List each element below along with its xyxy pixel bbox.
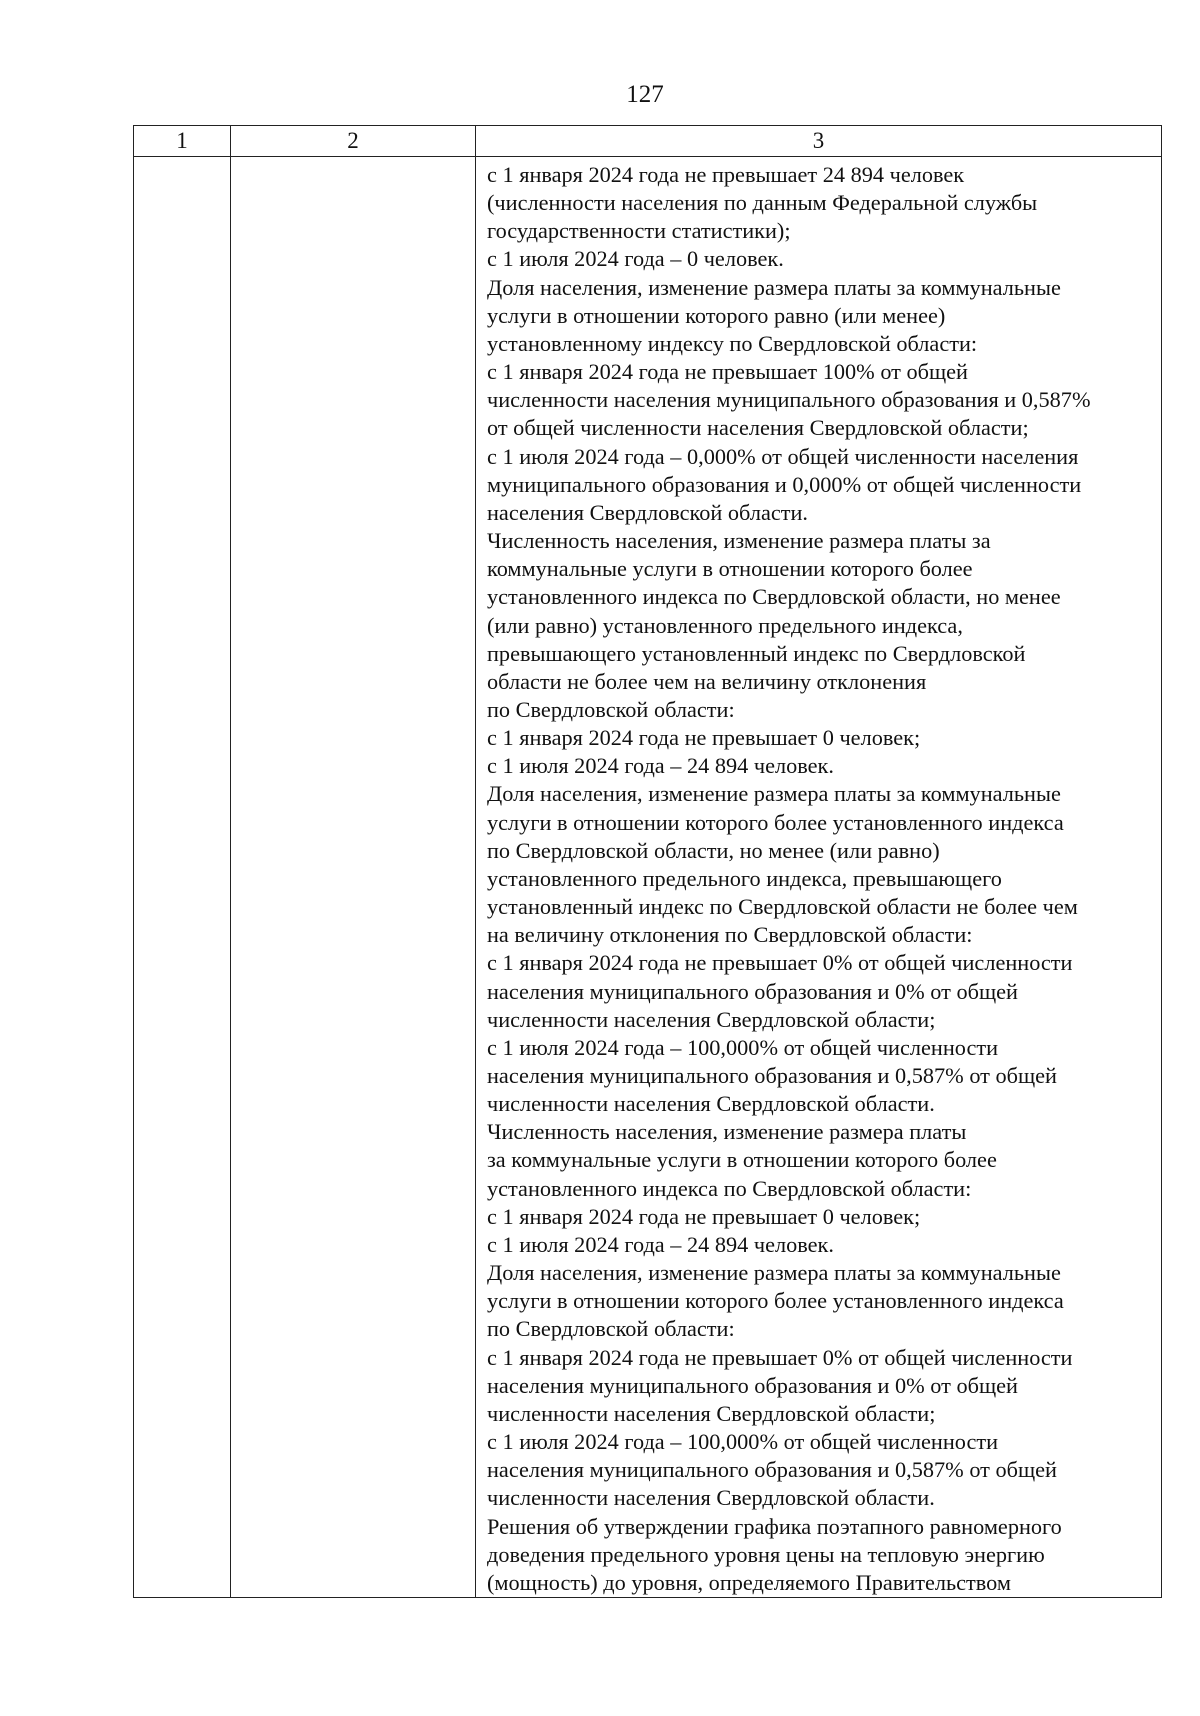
text-line: коммунальные услуги в отношении которого более [487, 556, 973, 582]
text-line: с 1 июля 2024 года – 0 человек. [487, 246, 784, 272]
table-row [134, 157, 1162, 1598]
text-line: населения муниципального образования и 0% от общей [487, 1372, 1018, 1398]
text-line: с 1 января 2024 года не превышает 0% от общей численности [487, 1344, 1073, 1370]
text-line: услуги в отношении которого более установленного индекса [487, 809, 1064, 835]
table-header-row [134, 126, 1162, 157]
text-line: (мощность) до уровня, определяемого Правительством [487, 1569, 1011, 1595]
text-line: с 1 января 2024 года не превышает 100% от общей [487, 359, 968, 385]
text-line: установленному индексу по Свердловской области: [487, 330, 978, 356]
text-line: Доля населения, изменение размера платы за коммунальные [487, 781, 1061, 807]
column-header-3: 3 [476, 126, 1162, 157]
text-line: (численности населения по данным Федеральной службы [487, 190, 1038, 216]
text-line: с 1 января 2024 года не превышает 0 человек; [487, 725, 921, 751]
text-line: по Свердловской области: [487, 1316, 735, 1342]
text-line: по Свердловской области, но менее (или равно) [487, 837, 940, 863]
text-line: муниципального образования и 0,000% от общей численности [487, 471, 1082, 497]
page-number: 127 [626, 81, 664, 108]
text-line: численности населения Свердловской области; [487, 1400, 936, 1426]
text-line: численности населения Свердловской области. [487, 1485, 935, 1511]
table-cell-col2 [231, 157, 476, 1598]
text-line: с 1 января 2024 года не превышает 24 894 человек [487, 162, 965, 187]
text-line: установленного предельного индекса, превышающего [487, 865, 1002, 891]
text-line: Доля населения, изменение размера платы за коммунальные [487, 274, 1061, 300]
text-line: Численность населения, изменение размера платы за [487, 528, 991, 554]
text-line: доведения предельного уровня цены на тепловую энергию [487, 1541, 1045, 1567]
text-line: численности населения муниципального образования и 0,587% [487, 387, 1091, 413]
text-line: установленный индекс по Свердловской области не более чем [487, 894, 1078, 920]
text-line: с 1 июля 2024 года – 24 894 человек. [487, 1231, 834, 1257]
text-line: численности населения Свердловской области; [487, 1006, 936, 1032]
text-line: услуги в отношении которого равно (или менее) [487, 302, 946, 328]
text-line: Численность населения, изменение размера платы [487, 1119, 967, 1145]
text-line: на величину отклонения по Свердловской области: [487, 922, 973, 948]
text-line: численности населения Свердловской области. [487, 1091, 935, 1117]
column-header-1: 1 [134, 126, 231, 157]
text-line: с 1 июля 2024 года – 100,000% от общей численности [487, 1034, 999, 1060]
document-table [133, 125, 1162, 1598]
text-line: с 1 января 2024 года не превышает 0 человек; [487, 1203, 921, 1229]
text-line: населения муниципального образования и 0% от общей [487, 978, 1018, 1004]
text-line: Доля населения, изменение размера платы за коммунальные [487, 1260, 1061, 1286]
text-line: государственности статистики); [487, 218, 791, 244]
text-line: с 1 июля 2024 года – 24 894 человек. [487, 753, 834, 779]
text-line: по Свердловской области: [487, 696, 735, 722]
text-line: населения Свердловской области. [487, 499, 809, 525]
text-line: превышающего установленный индекс по Свердловской [487, 640, 1026, 666]
text-line: населения муниципального образования и 0,587% от общей [487, 1063, 1057, 1088]
text-line: установленного индекса по Свердловской области, но менее [487, 584, 1061, 610]
text-line: за коммунальные услуги в отношении которого более [487, 1147, 997, 1173]
text-line: населения муниципального образования и 0,587% от общей [487, 1457, 1057, 1483]
text-line: области не более чем на величину отклонения [487, 668, 927, 694]
table-cell-col3 [476, 157, 1162, 1598]
text-line: от общей численности населения Свердловской области; [487, 415, 1029, 441]
text-line: с 1 июля 2024 года – 100,000% от общей численности [487, 1429, 999, 1455]
column-header-2: 2 [231, 126, 476, 157]
text-line: (или равно) установленного предельного индекса, [487, 612, 963, 638]
text-line: установленного индекса по Свердловской области: [487, 1175, 972, 1201]
text-line: с 1 июля 2024 года – 0,000% от общей численности населения [487, 443, 1079, 469]
text-line: Решения об утверждении графика поэтапного равномерного [487, 1513, 1062, 1539]
text-line: с 1 января 2024 года не превышает 0% от общей численности [487, 950, 1073, 976]
text-line: услуги в отношении которого более установленного индекса [487, 1288, 1064, 1314]
table-cell-col1 [134, 157, 231, 1598]
